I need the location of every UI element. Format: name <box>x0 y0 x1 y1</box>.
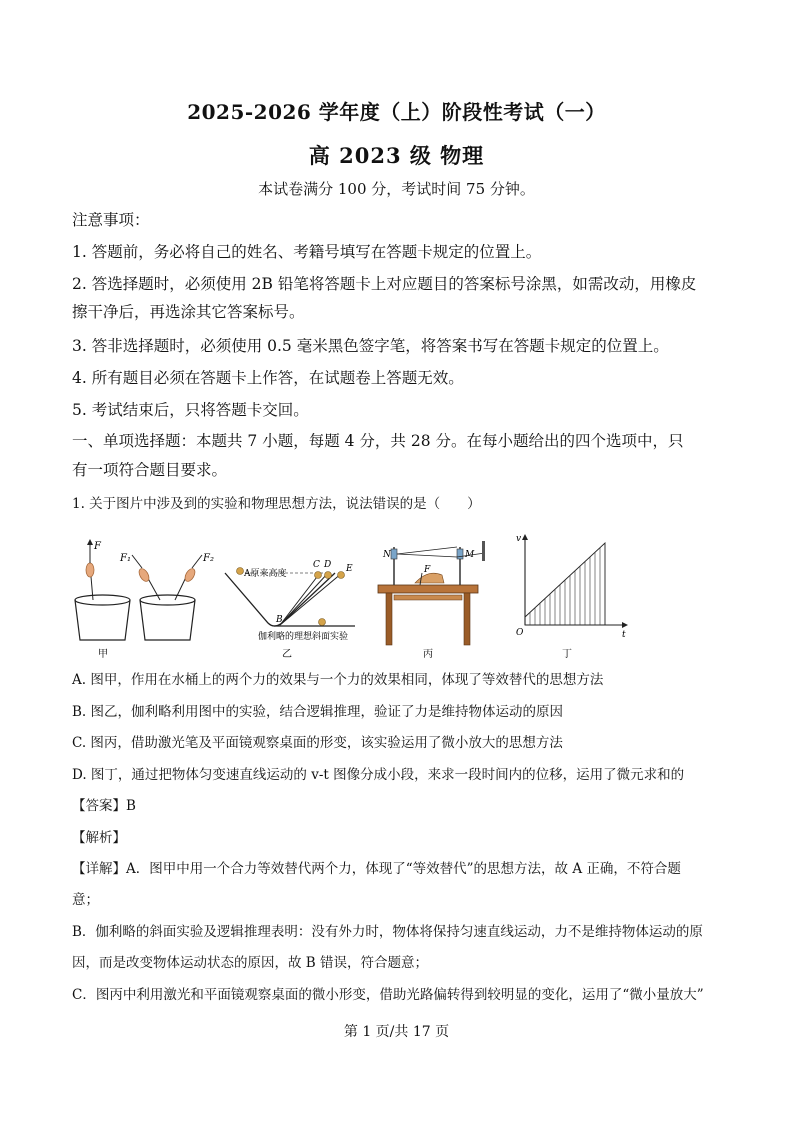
figure-ding <box>516 534 628 660</box>
label-c: C <box>313 560 320 570</box>
label-a-height: A原来高度 <box>244 569 287 579</box>
label-b: B <box>276 615 283 625</box>
label-d: D <box>324 560 332 570</box>
exam-subtitle: 高 2023 级 物理 <box>308 143 485 168</box>
caption-bing: 丙 <box>423 649 433 660</box>
explanation-line: B．伽利略的斜面实验及逻辑推理表明：没有外力时，物体将保持匀速直线运动，力不是维持物体运动的原 <box>72 924 703 940</box>
option-a: A. 图甲，作用在水桶上的两个力的效果与一个力的效果相同，体现了等效替代的思想方法 <box>72 672 604 688</box>
page-number: 第 1 页/共 17 页 <box>343 1024 450 1040</box>
explanation-line: 【详解】A．图甲中用一个合力等效替代两个力，体现了“等效替代”的思想方法，故 A 正确，不符合题 <box>72 861 681 877</box>
label-m: M <box>465 550 475 560</box>
label-o: O <box>516 628 524 638</box>
analysis-label: 【解析】 <box>72 830 126 846</box>
explanation-line: 意； <box>72 892 99 908</box>
label-galileo: 伽利略的理想斜面实验 <box>258 632 349 642</box>
force-f1-label: F₁ <box>120 553 131 564</box>
vt-strips <box>530 548 600 625</box>
force-label: F <box>94 541 101 552</box>
option-b: B. 图乙，伽利略利用图中的实验，结合逻辑推理，验证了力是维持物体运动的原因 <box>72 704 564 720</box>
notice-item: 4. 所有题目必须在答题卡上作答，在试题卷上答题无效。 <box>72 369 464 387</box>
explanation-line: 因，而是改变物体运动状态的原因，故 B 错误，符合题意； <box>72 955 429 971</box>
question-stem: 1. 关于图片中涉及到的实验和物理思想方法，说法错误的是（ ） <box>72 496 481 512</box>
figure-jia <box>75 539 214 660</box>
answer-label: 【答案】B <box>72 798 136 814</box>
notice-item: 擦干净后，再选涂其它答案标号。 <box>72 303 305 321</box>
exam-info: 本试卷满分 100 分，考试时间 75 分钟。 <box>258 180 535 198</box>
figure-yi <box>225 560 355 660</box>
explanation-line: C．图丙中利用激光和平面镜观察桌面的微小形变，借助光路偏转得到较明显的变化，运用了“微小量放大” <box>72 987 704 1003</box>
notice-item: 3. 答非选择题时，必须使用 0.5 毫米黑色签字笔，将答案书写在答题卡规定的位置上。 <box>72 337 669 355</box>
option-d: D. 图丁，通过把物体匀变速直线运动的 v-t 图像分成小段，来求一段时间内的位移，运用了微元求和的 <box>72 767 685 783</box>
section-heading: 一、单项选择题：本题共 7 小题，每题 4 分，共 28 分。在每小题给出的四个选项中，只 <box>72 432 684 450</box>
section-heading-cont: 有一项符合题目要求。 <box>72 461 228 479</box>
figure-bing <box>378 541 485 660</box>
caption-yi: 乙 <box>282 649 292 660</box>
notice-heading: 注意事项： <box>72 211 150 229</box>
notice-item: 1. 答题前，务必将自己的姓名、考籍号填写在答题卡规定的位置上。 <box>72 243 542 261</box>
force-f2-label: F₂ <box>203 553 214 564</box>
notice-item: 5. 考试结束后，只将答题卡交回。 <box>72 401 309 419</box>
label-t: t <box>622 630 626 640</box>
label-v: v <box>516 534 522 544</box>
notice-item: 2. 答选择题时，必须使用 2B 铅笔将答题卡上对应题目的答案标号涂黑，如需改动，用橡皮 <box>72 275 697 293</box>
label-n: N <box>383 550 391 560</box>
question-figure <box>60 525 640 660</box>
caption-ding: 丁 <box>562 649 572 660</box>
label-f-table: F <box>424 565 431 575</box>
label-e: E <box>346 564 353 574</box>
exam-title: 2025-2026 学年度（上）阶段性考试（一） <box>187 100 606 124</box>
caption-jia: 甲 <box>98 649 108 660</box>
option-c: C. 图丙，借助激光笔及平面镜观察桌面的形变，该实验运用了微小放大的思想方法 <box>72 735 563 751</box>
